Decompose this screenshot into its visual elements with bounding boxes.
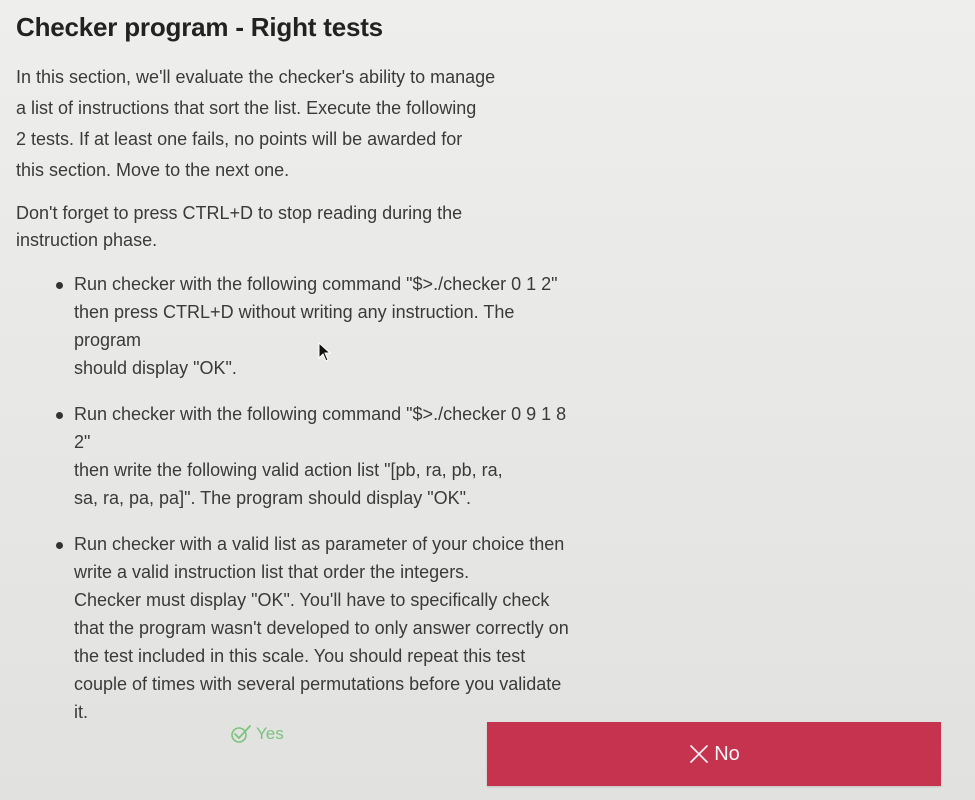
test-line: that the program wasn't developed to only answer correctly on (74, 618, 569, 638)
mouse-pointer-icon (318, 342, 332, 362)
test-line: Checker must display "OK". You'll have to specifically check (74, 590, 550, 610)
bullet-icon (56, 282, 63, 289)
ctrl-d-reminder (16, 200, 486, 254)
intro-line: a list of instructions that sort the list. Execute the following (16, 98, 477, 118)
test-line: then write the following valid action list "[pb, ra, pb, ra, (74, 460, 503, 480)
bullet-icon (56, 542, 63, 549)
test-line: sa, ra, pa, pa]". The program should display "OK". (74, 488, 472, 508)
test-list (50, 270, 580, 726)
reminder-line: instruction phase. (16, 230, 158, 250)
section-intro (16, 62, 516, 186)
yes-button-label: Yes (256, 724, 284, 743)
test-line: write a valid instruction list that order the integers. (74, 562, 470, 582)
intro-line: In this section, we'll evaluate the checker's ability to manage (16, 67, 496, 87)
intro-line: 2 tests. If at least one fails, no points will be awarded for (16, 129, 463, 149)
test-item-2 (50, 400, 580, 512)
section-title: Checker program - Right tests (16, 12, 383, 42)
test-line: Run checker with a valid list as parameter of your choice then (74, 534, 565, 554)
test-line: couple of times with several permutations before you validate (74, 674, 562, 694)
test-line: should display "OK". (74, 358, 237, 378)
yes-button[interactable] (230, 716, 320, 752)
test-item-1 (50, 270, 580, 382)
test-line: then press CTRL+D without writing any instruction. The program (74, 302, 515, 350)
test-line: the test included in this scale. You should repeat this test (74, 646, 526, 666)
no-button[interactable] (487, 722, 941, 786)
x-icon (688, 743, 710, 765)
reminder-line: Don't forget to press CTRL+D to stop reading during the (16, 203, 463, 223)
intro-line: this section. Move to the next one. (16, 160, 290, 180)
no-button-label: No (714, 742, 740, 765)
test-line: Run checker with the following command "$>./checker 0 1 2" (74, 274, 558, 294)
check-circle-icon (230, 724, 252, 744)
test-item-3 (50, 530, 580, 726)
bullet-icon (56, 412, 63, 419)
test-line: Run checker with the following command "$>./checker 0 9 1 8 2" (74, 404, 567, 452)
test-line: it. (74, 702, 89, 722)
